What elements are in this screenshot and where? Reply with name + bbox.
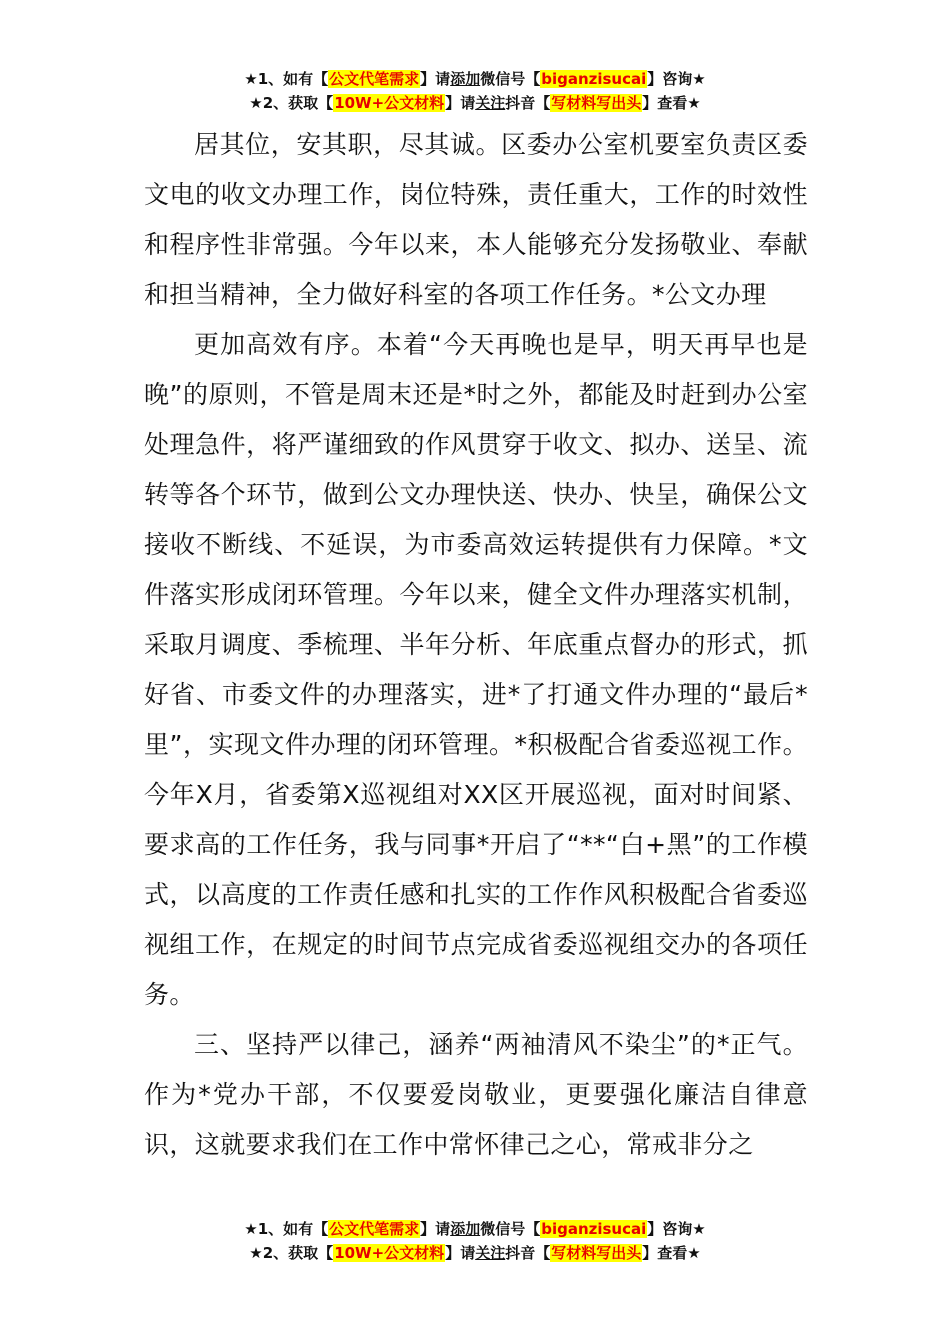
banner-line-2	[0, 91, 950, 115]
banner-highlight: 公文代笔需求	[329, 1220, 420, 1238]
banner-text: 抖音【	[505, 1244, 551, 1262]
banner-text: ★1、如有【	[244, 70, 329, 88]
banner-underline: 关注	[475, 94, 506, 112]
banner-text: 】查看★	[642, 1244, 701, 1262]
paragraph: 三、坚持严以律己，涵养“两袖清风不染尘”的*正气。作为*党办干部，不仅要爱岗敬业，更要强化廉洁自律意识，这就要求我们在工作中常怀律己之心，常戒非分之	[144, 1030, 808, 1159]
banner-text: 】咨询★	[647, 1220, 706, 1238]
banner-highlight: biganzisucai	[541, 70, 647, 88]
paragraph: 居其位，安其职，尽其诚。区委办公室机要室负责区委文电的收文办理工作，岗位特殊，责任重大，工作的时效性和程序性非常强。今年以来，本人能够充分发扬敬业、奉献和担当精神，全力做好科室的各项工作任务。*公文办理	[144, 130, 808, 309]
footer-banner	[0, 1217, 950, 1265]
banner-text: 】请	[420, 70, 451, 88]
banner-line-1	[0, 67, 950, 91]
banner-highlight: 公文代笔需求	[329, 70, 420, 88]
banner-text: 】请	[445, 94, 476, 112]
document-body	[144, 120, 808, 1170]
banner-text: ★1、如有【	[244, 1220, 329, 1238]
banner-text: 】请	[445, 1244, 476, 1262]
banner-underline: 添加	[450, 70, 481, 88]
banner-text: 微信号【	[480, 70, 541, 88]
banner-text: 】咨询★	[647, 70, 706, 88]
banner-line-2	[0, 1241, 950, 1265]
banner-text: 】查看★	[642, 94, 701, 112]
banner-highlight: 写材料写出头	[551, 1244, 642, 1262]
header-banner	[0, 67, 950, 115]
banner-highlight: 写材料写出头	[551, 94, 642, 112]
banner-text: ★2、获取【	[249, 94, 334, 112]
banner-text: 】请	[420, 1220, 451, 1238]
paragraph: 更加高效有序。本着“今天再晚也是早，明天再早也是晚”的原则，不管是周末还是*时之外，都能及时赶到办公室处理急件，将严谨细致的作风贯穿于收文、拟办、送呈、流转等各个环节，做到公文办理快送、快办、快呈，确保公文接收不断线、不延误，为市委高效运转提供有力保障。*文件落实形成闭环管理。今年以来，健全文件办理落实机制，采取月调度、季梳理、半年分析、年底重点督办的形式，抓好省、市委文件的办理落实，进*了打通文件办理的“最后*里”，实现文件办理的闭环管理。*积极配合省委巡视工作。今年X月，省委第X巡视组对XX区开展巡视，面对时间紧、要求高的工作任务，我与同事*开启了“**“白+黑”的工作模式，以高度的工作责任感和扎实的工作作风积极配合省委巡视组工作，在规定的时间节点完成省委巡视组交办的各项任务。	[144, 330, 808, 1009]
banner-text: ★2、获取【	[249, 1244, 334, 1262]
banner-line-1	[0, 1217, 950, 1241]
banner-text: 抖音【	[505, 94, 551, 112]
banner-underline: 关注	[475, 1244, 506, 1262]
banner-highlight: biganzisucai	[541, 1220, 647, 1238]
banner-highlight: 10W+公文材料	[334, 1244, 445, 1262]
banner-text: 微信号【	[480, 1220, 541, 1238]
banner-highlight: 10W+公文材料	[334, 94, 445, 112]
banner-underline: 添加	[450, 1220, 481, 1238]
